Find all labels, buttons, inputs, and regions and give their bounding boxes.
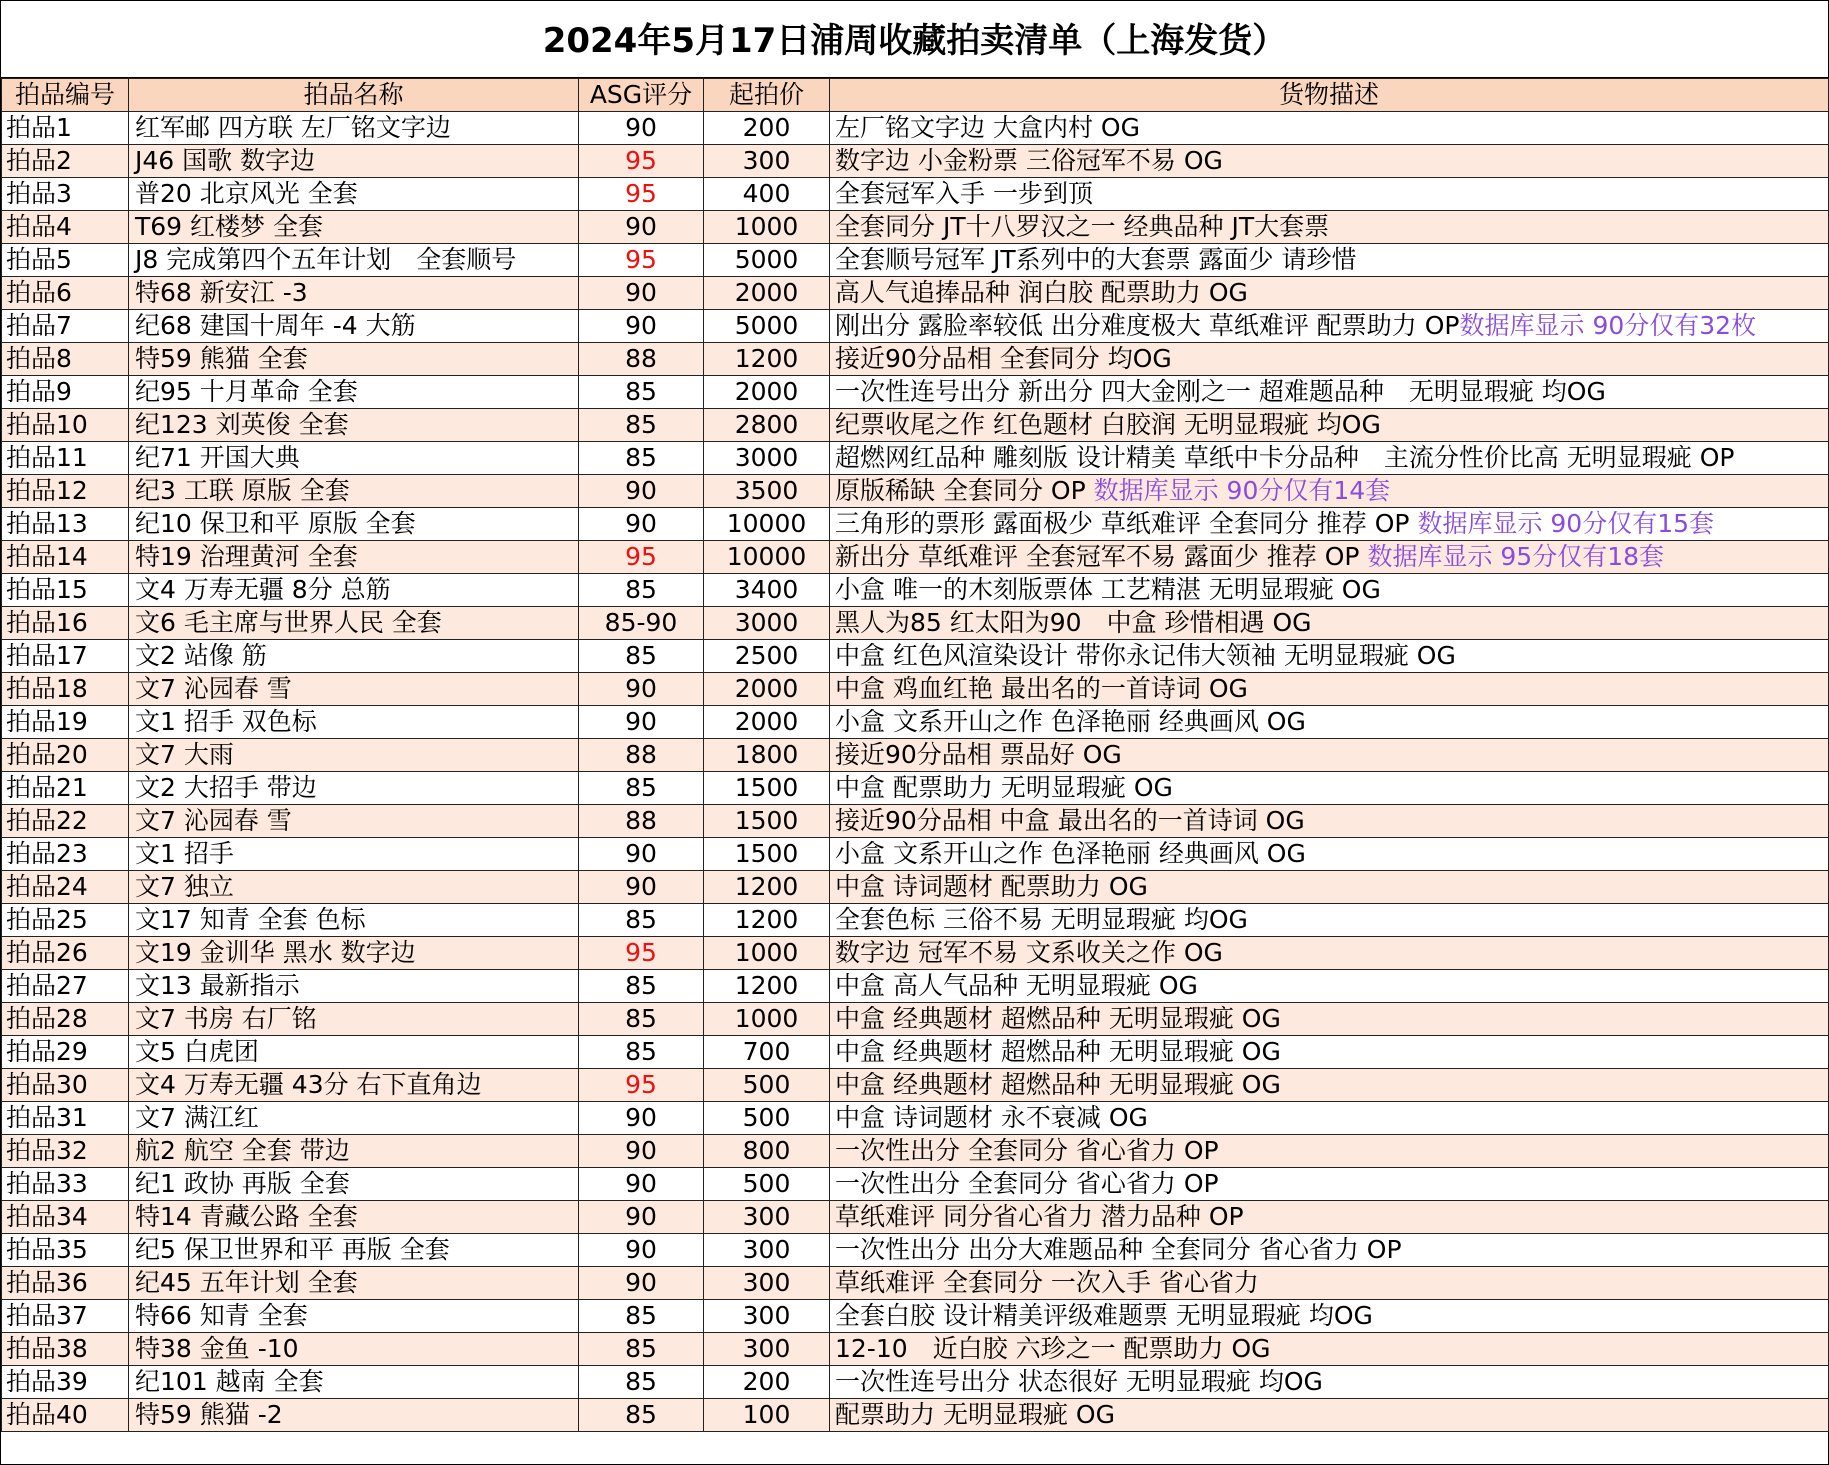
lot-name-cell: 特14 青藏公路 全套 [129, 1201, 579, 1234]
start-price-cell: 1000 [704, 937, 830, 970]
table-row [2, 1003, 1829, 1036]
lot-name-cell: 纪3 工联 原版 全套 [129, 475, 579, 508]
lot-number-cell: 拍品31 [2, 1102, 129, 1135]
description-text: 一次性连号出分 状态很好 无明显瑕疵 均OG [835, 1367, 1323, 1396]
description-text: 中盒 经典题材 超燃品种 无明显瑕疵 OG [835, 1004, 1281, 1033]
start-price-cell: 3500 [704, 475, 830, 508]
lot-name-cell: 纪10 保卫和平 原版 全套 [129, 508, 579, 541]
asg-score-cell: 85 [579, 1333, 704, 1366]
lot-number-cell: 拍品26 [2, 937, 129, 970]
lot-number-cell: 拍品9 [2, 376, 129, 409]
start-price-cell: 1800 [704, 739, 830, 772]
description-text: 一次性出分 全套同分 省心省力 OP [835, 1169, 1219, 1198]
asg-score-cell: 90 [579, 1267, 704, 1300]
asg-score-cell: 85 [579, 442, 704, 475]
table-row [2, 706, 1829, 739]
table-row [2, 1168, 1829, 1201]
description-cell [830, 1201, 1829, 1234]
description-cell [830, 805, 1829, 838]
start-price-cell: 700 [704, 1036, 830, 1069]
description-cell [830, 244, 1829, 277]
table-row [2, 673, 1829, 706]
lot-number-cell: 拍品16 [2, 607, 129, 640]
start-price-cell: 300 [704, 1201, 830, 1234]
description-cell [830, 178, 1829, 211]
description-text: 纪票收尾之作 红色题材 白胶润 无明显瑕疵 均OG [835, 410, 1381, 439]
table-row [2, 442, 1829, 475]
description-text: 一次性连号出分 新出分 四大金刚之一 超难题品种 无明显瑕疵 均OG [835, 377, 1606, 406]
start-price-cell: 10000 [704, 508, 830, 541]
lot-number-cell: 拍品27 [2, 970, 129, 1003]
lot-name-cell: 纪123 刘英俊 全套 [129, 409, 579, 442]
lot-name-cell: 特68 新安江 -3 [129, 277, 579, 310]
description-cell [830, 673, 1829, 706]
lot-number-cell: 拍品14 [2, 541, 129, 574]
description-cell [830, 1168, 1829, 1201]
asg-score-cell: 90 [579, 112, 704, 145]
lot-name-cell: 纪1 政协 再版 全套 [129, 1168, 579, 1201]
asg-score-cell: 85 [579, 409, 704, 442]
description-cell [830, 574, 1829, 607]
lot-number-cell: 拍品17 [2, 640, 129, 673]
database-note: 数据库显示 90分仅有32枚 [1459, 311, 1757, 340]
lot-name-cell: 纪45 五年计划 全套 [129, 1267, 579, 1300]
description-text: 中盒 鸡血红艳 最出名的一首诗词 OG [835, 674, 1248, 703]
table-row [2, 1399, 1829, 1432]
lot-number-cell: 拍品15 [2, 574, 129, 607]
table-row [2, 211, 1829, 244]
description-cell [830, 607, 1829, 640]
description-cell [830, 112, 1829, 145]
asg-score-cell: 85 [579, 376, 704, 409]
table-row [2, 772, 1829, 805]
lot-number-cell: 拍品12 [2, 475, 129, 508]
asg-score-cell: 90 [579, 1201, 704, 1234]
asg-score-cell: 85 [579, 1300, 704, 1333]
description-cell [830, 310, 1829, 343]
start-price-cell: 300 [704, 1333, 830, 1366]
description-text: 数字边 冠军不易 文系收关之作 OG [835, 938, 1223, 967]
description-text: 中盒 经典题材 超燃品种 无明显瑕疵 OG [835, 1037, 1281, 1066]
start-price-cell: 400 [704, 178, 830, 211]
table-row [2, 1267, 1829, 1300]
lot-number-cell: 拍品19 [2, 706, 129, 739]
description-cell [830, 640, 1829, 673]
lot-name-cell: 普20 北京风光 全套 [129, 178, 579, 211]
lot-number-cell: 拍品5 [2, 244, 129, 277]
asg-score-cell: 88 [579, 343, 704, 376]
description-text: 12-10 近白胶 六珍之一 配票助力 OG [835, 1334, 1271, 1363]
description-cell [830, 706, 1829, 739]
description-text: 接近90分品相 票品好 OG [835, 740, 1122, 769]
description-cell [830, 343, 1829, 376]
start-price-cell: 200 [704, 112, 830, 145]
lot-number-cell: 拍品33 [2, 1168, 129, 1201]
table-row [2, 1102, 1829, 1135]
description-cell [830, 1003, 1829, 1036]
table-row [2, 409, 1829, 442]
header-start-price: 起拍价 [704, 79, 830, 112]
lot-number-cell: 拍品22 [2, 805, 129, 838]
start-price-cell: 500 [704, 1168, 830, 1201]
start-price-cell: 500 [704, 1069, 830, 1102]
lot-name-cell: J8 完成第四个五年计划 全套顺号 [129, 244, 579, 277]
table-row [2, 541, 1829, 574]
lot-name-cell: 文7 独立 [129, 871, 579, 904]
description-text: 全套顺号冠军 JT系列中的大套票 露面少 请珍惜 [835, 245, 1357, 274]
description-cell [830, 1102, 1829, 1135]
lot-name-cell: 特66 知青 全套 [129, 1300, 579, 1333]
asg-score-cell: 90 [579, 1102, 704, 1135]
description-text: 全套冠军入手 一步到顶 [835, 179, 1093, 208]
lot-name-cell: 纪71 开国大典 [129, 442, 579, 475]
lot-name-cell: 文7 大雨 [129, 739, 579, 772]
asg-score-cell: 90 [579, 706, 704, 739]
description-cell [830, 970, 1829, 1003]
description-cell [830, 1267, 1829, 1300]
asg-score-cell: 85-90 [579, 607, 704, 640]
table-row [2, 277, 1829, 310]
lot-number-cell: 拍品13 [2, 508, 129, 541]
asg-score-cell: 85 [579, 970, 704, 1003]
lot-number-cell: 拍品40 [2, 1399, 129, 1432]
lot-name-cell: 文2 站像 筋 [129, 640, 579, 673]
description-cell [830, 1300, 1829, 1333]
table-row [2, 1135, 1829, 1168]
description-cell [830, 1366, 1829, 1399]
lot-name-cell: 文1 招手 [129, 838, 579, 871]
description-text: 一次性出分 全套同分 省心省力 OP [835, 1136, 1219, 1165]
lot-number-cell: 拍品11 [2, 442, 129, 475]
description-text: 数字边 小金粉票 三俗冠军不易 OG [835, 146, 1223, 175]
asg-score-cell: 95 [579, 1069, 704, 1102]
start-price-cell: 1500 [704, 805, 830, 838]
asg-score-cell: 90 [579, 475, 704, 508]
auction-table [1, 78, 1829, 1432]
table-row [2, 640, 1829, 673]
asg-score-cell: 85 [579, 904, 704, 937]
asg-score-cell: 85 [579, 1399, 704, 1432]
table-row [2, 244, 1829, 277]
description-cell [830, 838, 1829, 871]
asg-score-cell: 90 [579, 838, 704, 871]
lot-number-cell: 拍品7 [2, 310, 129, 343]
description-cell [830, 871, 1829, 904]
start-price-cell: 3000 [704, 442, 830, 475]
asg-score-cell: 90 [579, 310, 704, 343]
table-row [2, 1333, 1829, 1366]
start-price-cell: 300 [704, 1234, 830, 1267]
asg-score-cell: 85 [579, 1003, 704, 1036]
description-cell [830, 1234, 1829, 1267]
description-text: 中盒 经典题材 超燃品种 无明显瑕疵 OG [835, 1070, 1281, 1099]
lot-name-cell: 文4 万寿无疆 8分 总筋 [129, 574, 579, 607]
description-text: 中盒 诗词题材 配票助力 OG [835, 872, 1148, 901]
asg-score-cell: 90 [579, 871, 704, 904]
description-text: 小盒 文系开山之作 色泽艳丽 经典画风 OG [835, 839, 1306, 868]
asg-score-cell: 95 [579, 541, 704, 574]
description-text: 左厂铭文字边 大盒内村 OG [835, 113, 1140, 142]
start-price-cell: 2000 [704, 673, 830, 706]
start-price-cell: 300 [704, 1300, 830, 1333]
lot-name-cell: J46 国歌 数字边 [129, 145, 579, 178]
asg-score-cell: 95 [579, 145, 704, 178]
description-cell [830, 145, 1829, 178]
table-row [2, 112, 1829, 145]
description-text: 中盒 诗词题材 永不衰减 OG [835, 1103, 1148, 1132]
asg-score-cell: 95 [579, 178, 704, 211]
start-price-cell: 1500 [704, 838, 830, 871]
lot-name-cell: 文19 金训华 黑水 数字边 [129, 937, 579, 970]
table-row [2, 376, 1829, 409]
start-price-cell: 1200 [704, 970, 830, 1003]
description-cell [830, 541, 1829, 574]
table-row [2, 1069, 1829, 1102]
header-description: 货物描述 [830, 79, 1829, 112]
lot-number-cell: 拍品10 [2, 409, 129, 442]
asg-score-cell: 88 [579, 739, 704, 772]
lot-number-cell: 拍品37 [2, 1300, 129, 1333]
description-text: 原版稀缺 全套同分 OP [835, 476, 1094, 505]
asg-score-cell: 90 [579, 1234, 704, 1267]
table-row [2, 805, 1829, 838]
lot-name-cell: 特19 治理黄河 全套 [129, 541, 579, 574]
start-price-cell: 2500 [704, 640, 830, 673]
table-row [2, 937, 1829, 970]
asg-score-cell: 85 [579, 1036, 704, 1069]
lot-number-cell: 拍品20 [2, 739, 129, 772]
description-cell [830, 508, 1829, 541]
lot-number-cell: 拍品21 [2, 772, 129, 805]
lot-name-cell: 纪95 十月革命 全套 [129, 376, 579, 409]
lot-number-cell: 拍品4 [2, 211, 129, 244]
description-text: 三角形的票形 露面极少 草纸难评 全套同分 推荐 OP [835, 509, 1418, 538]
description-text: 新出分 草纸难评 全套冠军不易 露面少 推荐 OP [835, 542, 1368, 571]
description-text: 一次性出分 出分大难题品种 全套同分 省心省力 OP [835, 1235, 1402, 1264]
header-row [2, 79, 1829, 112]
start-price-cell: 2000 [704, 376, 830, 409]
lot-number-cell: 拍品29 [2, 1036, 129, 1069]
start-price-cell: 3400 [704, 574, 830, 607]
table-row [2, 1036, 1829, 1069]
lot-number-cell: 拍品34 [2, 1201, 129, 1234]
start-price-cell: 100 [704, 1399, 830, 1432]
start-price-cell: 1200 [704, 343, 830, 376]
start-price-cell: 1500 [704, 772, 830, 805]
description-text: 草纸难评 同分省心省力 潜力品种 OP [835, 1202, 1244, 1231]
start-price-cell: 1000 [704, 211, 830, 244]
asg-score-cell: 95 [579, 244, 704, 277]
table-row [2, 1201, 1829, 1234]
description-text: 接近90分品相 全套同分 均OG [835, 344, 1172, 373]
description-cell [830, 1069, 1829, 1102]
lot-name-cell: 特38 金鱼 -10 [129, 1333, 579, 1366]
description-cell [830, 475, 1829, 508]
lot-number-cell: 拍品3 [2, 178, 129, 211]
start-price-cell: 5000 [704, 310, 830, 343]
start-price-cell: 1200 [704, 871, 830, 904]
lot-number-cell: 拍品2 [2, 145, 129, 178]
asg-score-cell: 88 [579, 805, 704, 838]
table-row [2, 871, 1829, 904]
description-cell [830, 409, 1829, 442]
lot-name-cell: 文2 大招手 带边 [129, 772, 579, 805]
description-text: 全套白胶 设计精美评级难题票 无明显瑕疵 均OG [835, 1301, 1373, 1330]
lot-name-cell: 文13 最新指示 [129, 970, 579, 1003]
lot-number-cell: 拍品39 [2, 1366, 129, 1399]
start-price-cell: 2000 [704, 277, 830, 310]
table-row [2, 838, 1829, 871]
asg-score-cell: 90 [579, 673, 704, 706]
description-cell [830, 1333, 1829, 1366]
lot-number-cell: 拍品1 [2, 112, 129, 145]
lot-number-cell: 拍品6 [2, 277, 129, 310]
lot-name-cell: 文5 白虎团 [129, 1036, 579, 1069]
lot-number-cell: 拍品23 [2, 838, 129, 871]
lot-number-cell: 拍品35 [2, 1234, 129, 1267]
description-cell [830, 442, 1829, 475]
table-row [2, 1366, 1829, 1399]
lot-name-cell: 纪5 保卫世界和平 再版 全套 [129, 1234, 579, 1267]
description-cell [830, 904, 1829, 937]
sheet-title: 2024年5月17日浦周收藏拍卖清单（上海发货） [1, 1, 1828, 78]
description-text: 全套同分 JT十八罗汉之一 经典品种 JT大套票 [835, 212, 1330, 241]
table-row [2, 475, 1829, 508]
database-note: 数据库显示 90分仅有14套 [1093, 476, 1391, 505]
table-row [2, 607, 1829, 640]
table-row [2, 574, 1829, 607]
description-text: 中盒 红色风渲染设计 带你永记伟大领袖 无明显瑕疵 OG [835, 641, 1456, 670]
description-text: 高人气追捧品种 润白胶 配票助力 OG [835, 278, 1248, 307]
description-cell [830, 376, 1829, 409]
lot-name-cell: 文7 沁园春 雪 [129, 805, 579, 838]
description-cell [830, 211, 1829, 244]
lot-number-cell: 拍品38 [2, 1333, 129, 1366]
lot-number-cell: 拍品32 [2, 1135, 129, 1168]
start-price-cell: 200 [704, 1366, 830, 1399]
header-lot-number: 拍品编号 [2, 79, 129, 112]
database-note: 数据库显示 95分仅有18套 [1367, 542, 1665, 571]
start-price-cell: 10000 [704, 541, 830, 574]
table-row [2, 178, 1829, 211]
description-text: 超燃网红品种 雕刻版 设计精美 草纸中卡分品种 主流分性价比高 无明显瑕疵 OP [835, 443, 1735, 472]
lot-number-cell: 拍品28 [2, 1003, 129, 1036]
description-text: 中盒 高人气品种 无明显瑕疵 OG [835, 971, 1198, 1000]
asg-score-cell: 85 [579, 640, 704, 673]
lot-name-cell: 航2 航空 全套 带边 [129, 1135, 579, 1168]
table-row [2, 904, 1829, 937]
lot-number-cell: 拍品18 [2, 673, 129, 706]
lot-name-cell: 特59 熊猫 -2 [129, 1399, 579, 1432]
description-text: 小盒 文系开山之作 色泽艳丽 经典画风 OG [835, 707, 1306, 736]
description-cell [830, 1135, 1829, 1168]
description-cell [830, 277, 1829, 310]
table-row [2, 310, 1829, 343]
lot-name-cell: 文1 招手 双色标 [129, 706, 579, 739]
description-cell [830, 1399, 1829, 1432]
lot-number-cell: 拍品24 [2, 871, 129, 904]
description-cell [830, 937, 1829, 970]
table-row [2, 1300, 1829, 1333]
description-text: 接近90分品相 中盒 最出名的一首诗词 OG [835, 806, 1305, 835]
description-cell [830, 1036, 1829, 1069]
asg-score-cell: 85 [579, 1366, 704, 1399]
lot-name-cell: 文7 书房 右厂铭 [129, 1003, 579, 1036]
start-price-cell: 800 [704, 1135, 830, 1168]
lot-name-cell: 文7 沁园春 雪 [129, 673, 579, 706]
description-text: 中盒 配票助力 无明显瑕疵 OG [835, 773, 1173, 802]
header-lot-name: 拍品名称 [129, 79, 579, 112]
lot-name-cell: 纪101 越南 全套 [129, 1366, 579, 1399]
lot-name-cell: T69 红楼梦 全套 [129, 211, 579, 244]
lot-number-cell: 拍品25 [2, 904, 129, 937]
asg-score-cell: 90 [579, 1135, 704, 1168]
start-price-cell: 5000 [704, 244, 830, 277]
asg-score-cell: 90 [579, 277, 704, 310]
lot-name-cell: 红军邮 四方联 左厂铭文字边 [129, 112, 579, 145]
start-price-cell: 2800 [704, 409, 830, 442]
description-text: 配票助力 无明显瑕疵 OG [835, 1400, 1115, 1429]
asg-score-cell: 95 [579, 937, 704, 970]
lot-name-cell: 文6 毛主席与世界人民 全套 [129, 607, 579, 640]
asg-score-cell: 90 [579, 1168, 704, 1201]
description-text: 黑人为85 红太阳为90 中盒 珍惜相遇 OG [835, 608, 1312, 637]
asg-score-cell: 90 [579, 211, 704, 244]
table-row [2, 739, 1829, 772]
database-note: 数据库显示 90分仅有15套 [1417, 509, 1715, 538]
lot-name-cell: 纪68 建国十周年 -4 大筋 [129, 310, 579, 343]
table-row [2, 508, 1829, 541]
description-cell [830, 739, 1829, 772]
start-price-cell: 300 [704, 1267, 830, 1300]
start-price-cell: 1000 [704, 1003, 830, 1036]
table-row [2, 343, 1829, 376]
header-asg-score: ASG评分 [579, 79, 704, 112]
lot-number-cell: 拍品30 [2, 1069, 129, 1102]
start-price-cell: 500 [704, 1102, 830, 1135]
start-price-cell: 2000 [704, 706, 830, 739]
table-row [2, 1234, 1829, 1267]
lot-name-cell: 文7 满江红 [129, 1102, 579, 1135]
start-price-cell: 1200 [704, 904, 830, 937]
description-text: 刚出分 露脸率较低 出分难度极大 草纸难评 配票助力 OP [835, 311, 1460, 340]
lot-number-cell: 拍品8 [2, 343, 129, 376]
lot-number-cell: 拍品36 [2, 1267, 129, 1300]
table-row [2, 145, 1829, 178]
table-row [2, 970, 1829, 1003]
description-text: 小盒 唯一的木刻版票体 工艺精湛 无明显瑕疵 OG [835, 575, 1381, 604]
asg-score-cell: 85 [579, 574, 704, 607]
asg-score-cell: 85 [579, 772, 704, 805]
lot-name-cell: 特59 熊猫 全套 [129, 343, 579, 376]
description-cell [830, 772, 1829, 805]
description-text: 草纸难评 全套同分 一次入手 省心省力 [835, 1268, 1259, 1297]
description-text: 全套色标 三俗不易 无明显瑕疵 均OG [835, 905, 1248, 934]
asg-score-cell: 90 [579, 508, 704, 541]
lot-name-cell: 文4 万寿无疆 43分 右下直角边 [129, 1069, 579, 1102]
lot-name-cell: 文17 知青 全套 色标 [129, 904, 579, 937]
start-price-cell: 3000 [704, 607, 830, 640]
start-price-cell: 300 [704, 145, 830, 178]
